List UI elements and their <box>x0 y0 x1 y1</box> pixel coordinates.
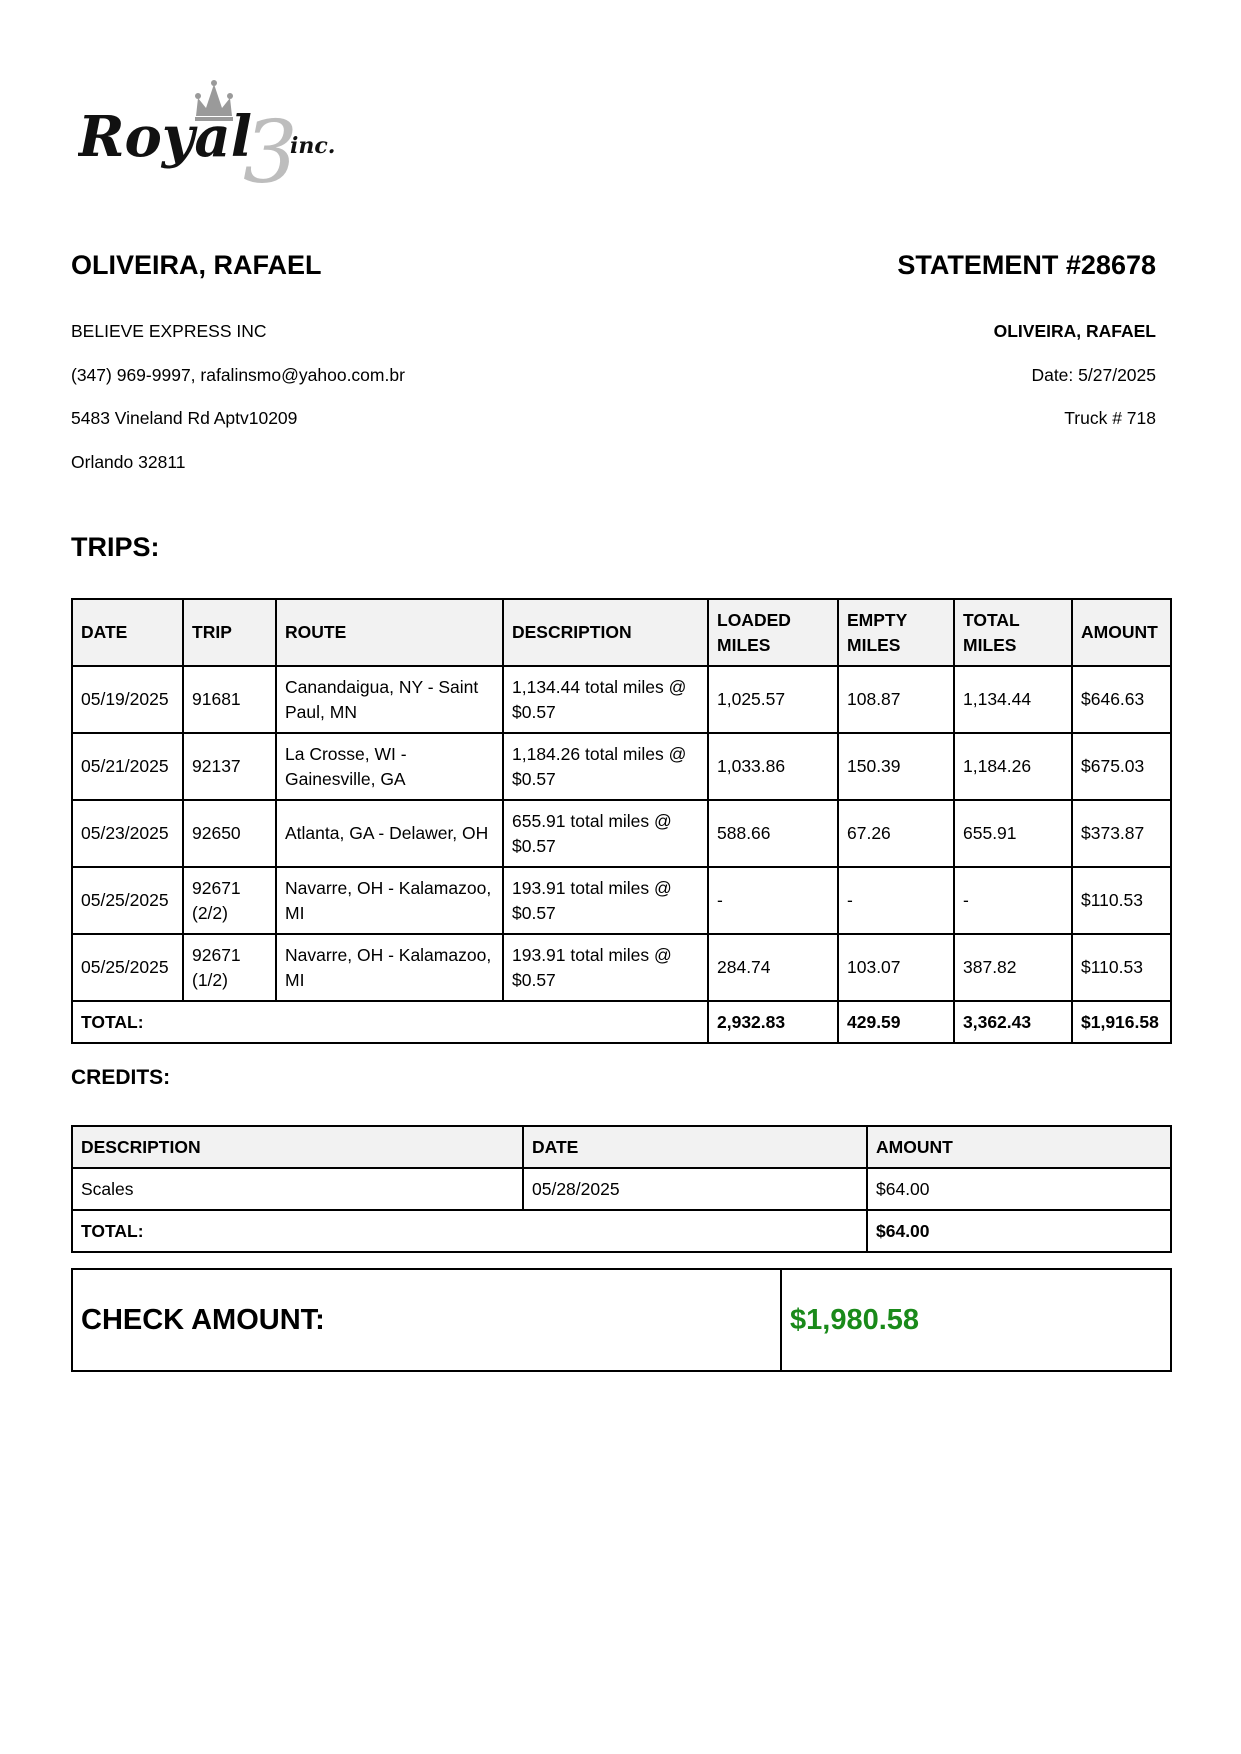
trips-total-label: TOTAL: <box>72 1001 708 1043</box>
trip-total-miles: - <box>954 867 1072 934</box>
trip-description: 1,134.44 total miles @ $0.57 <box>503 666 708 733</box>
check-amount-label: CHECK AMOUNT: <box>72 1269 781 1371</box>
statement-number: STATEMENT #28678 <box>897 250 1156 280</box>
credits-total-row <box>72 1210 1171 1252</box>
trip-empty-miles: 108.87 <box>838 666 954 733</box>
col-date: DATE <box>72 599 183 666</box>
trips-total-amount: $1,916.58 <box>1072 1001 1171 1043</box>
credit-col-amount: AMOUNT <box>867 1126 1171 1168</box>
trip-id: 92671 (2/2) <box>183 867 276 934</box>
trip-description: 655.91 total miles @ $0.57 <box>503 800 708 867</box>
col-trip: TRIP <box>183 599 276 666</box>
svg-text:Royal: Royal <box>78 104 252 170</box>
trip-date: 05/19/2025 <box>72 666 183 733</box>
check-amount-value: $1,980.58 <box>781 1269 1171 1371</box>
trip-loaded-miles: - <box>708 867 838 934</box>
trip-description: 193.91 total miles @ $0.57 <box>503 867 708 934</box>
trip-amount: $675.03 <box>1072 733 1171 800</box>
contact-info: (347) 969-9997, rafalinsmo@yahoo.com.br <box>71 364 405 385</box>
trip-date: 05/25/2025 <box>72 934 183 1001</box>
table-row <box>72 666 1171 733</box>
trip-loaded-miles: 1,025.57 <box>708 666 838 733</box>
trip-amount: $646.63 <box>1072 666 1171 733</box>
credit-col-description: DESCRIPTION <box>72 1126 523 1168</box>
trip-id: 91681 <box>183 666 276 733</box>
address-line-1: 5483 Vineland Rd Aptv10209 <box>71 408 298 428</box>
trip-route: Navarre, OH - Kalamazoo, MI <box>276 934 503 1001</box>
credits-table <box>71 1125 1172 1253</box>
trips-total-row <box>72 1001 1171 1043</box>
statement-info <box>994 310 1156 441</box>
trip-id: 92650 <box>183 800 276 867</box>
royal-3-logo <box>78 78 378 190</box>
trip-amount: $373.87 <box>1072 800 1171 867</box>
statement-driver-name: OLIVEIRA, RAFAEL <box>993 321 1156 341</box>
trip-total-miles: 1,134.44 <box>954 666 1072 733</box>
credit-amount: $64.00 <box>867 1168 1171 1210</box>
table-row <box>72 934 1171 1001</box>
statement-date: Date: 5/27/2025 <box>1031 364 1156 385</box>
credit-date: 05/28/2025 <box>523 1168 867 1210</box>
trip-route: La Crosse, WI - Gainesville, GA <box>276 733 503 800</box>
trip-empty-miles: 67.26 <box>838 800 954 867</box>
credit-description: Scales <box>72 1168 523 1210</box>
col-description: DESCRIPTION <box>503 599 708 666</box>
trip-total-miles: 1,184.26 <box>954 733 1072 800</box>
col-loaded-miles: LOADED MILES <box>708 599 838 666</box>
trip-total-miles: 655.91 <box>954 800 1072 867</box>
table-row <box>72 800 1171 867</box>
trip-date: 05/23/2025 <box>72 800 183 867</box>
check-amount-box <box>71 1268 1172 1372</box>
credits-header-row <box>72 1126 1171 1168</box>
trips-table <box>71 598 1172 1044</box>
table-row <box>72 733 1171 800</box>
trip-description: 1,184.26 total miles @ $0.57 <box>503 733 708 800</box>
trips-total-miles: 3,362.43 <box>954 1001 1072 1043</box>
credits-total-amount: $64.00 <box>867 1210 1171 1252</box>
trip-amount: $110.53 <box>1072 867 1171 934</box>
trips-total-empty: 429.59 <box>838 1001 954 1043</box>
col-amount: AMOUNT <box>1072 599 1171 666</box>
trip-empty-miles: 103.07 <box>838 934 954 1001</box>
trip-id: 92137 <box>183 733 276 800</box>
table-row <box>72 867 1171 934</box>
col-empty-miles: EMPTY MILES <box>838 599 954 666</box>
trip-route: Navarre, OH - Kalamazoo, MI <box>276 867 503 934</box>
trip-amount: $110.53 <box>1072 934 1171 1001</box>
trip-loaded-miles: 284.74 <box>708 934 838 1001</box>
truck-number: Truck # 718 <box>1064 408 1156 428</box>
address-line-2: Orlando 32811 <box>71 451 186 472</box>
credits-title: CREDITS: <box>71 1066 171 1089</box>
trip-empty-miles: 150.39 <box>838 733 954 800</box>
check-amount-row <box>72 1269 1171 1371</box>
trips-title: TRIPS: <box>71 532 160 562</box>
trip-route: Atlanta, GA - Delawer, OH <box>276 800 503 867</box>
credits-total-label: TOTAL: <box>72 1210 867 1252</box>
trip-id: 92671 (1/2) <box>183 934 276 1001</box>
trips-header-row <box>72 599 1171 666</box>
trip-route: Canandaigua, NY - Saint Paul, MN <box>276 666 503 733</box>
trip-date: 05/25/2025 <box>72 867 183 934</box>
company-name: BELIEVE EXPRESS INC <box>71 321 267 341</box>
driver-info <box>71 310 405 484</box>
credit-col-date: DATE <box>523 1126 867 1168</box>
trip-loaded-miles: 588.66 <box>708 800 838 867</box>
trip-description: 193.91 total miles @ $0.57 <box>503 934 708 1001</box>
trip-total-miles: 387.82 <box>954 934 1072 1001</box>
table-row <box>72 1168 1171 1210</box>
trip-date: 05/21/2025 <box>72 733 183 800</box>
trip-loaded-miles: 1,033.86 <box>708 733 838 800</box>
trips-total-loaded: 2,932.83 <box>708 1001 838 1043</box>
col-route: ROUTE <box>276 599 503 666</box>
svg-text:inc.: inc. <box>290 133 336 159</box>
driver-name: OLIVEIRA, RAFAEL <box>71 250 322 280</box>
col-total-miles: TOTAL MILES <box>954 599 1072 666</box>
svg-text:3: 3 <box>243 103 298 190</box>
trip-empty-miles: - <box>838 867 954 934</box>
